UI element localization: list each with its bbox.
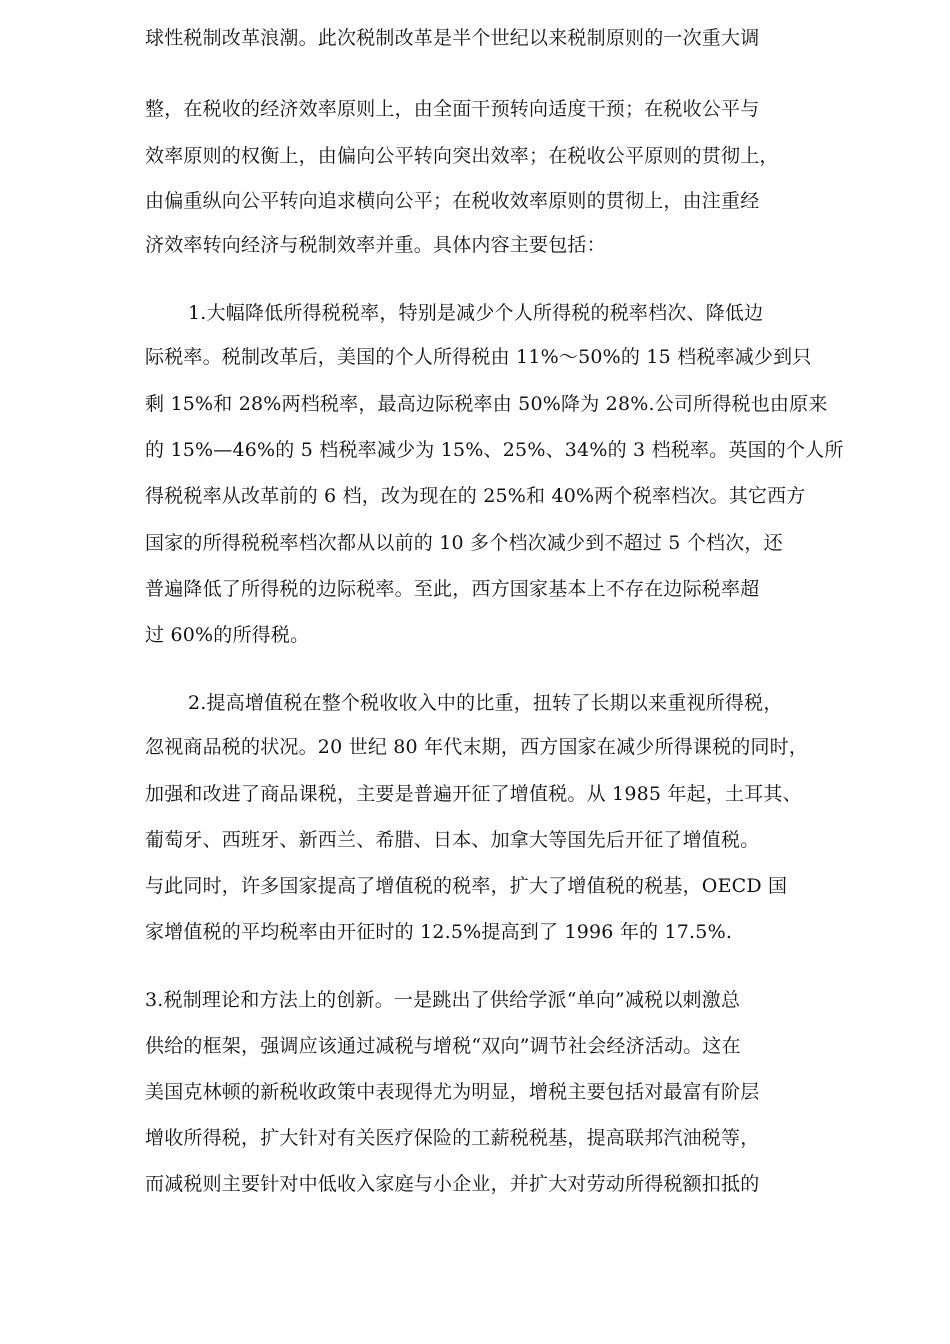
text-line: 过 60%的所得税。 (145, 624, 310, 646)
text-line: 葡萄牙、西班牙、新西兰、希腊、日本、加拿大等国先后开征了增值税。 (145, 829, 760, 851)
text-line: 增收所得税，扩大针对有关医疗保险的工薪税税基，提高联邦汽油税等， (145, 1127, 760, 1149)
text-line: 1.大幅降低所得税税率，特别是减少个人所得税的税率档次、降低边 (188, 302, 764, 324)
text-line: 剩 15%和 28%两档税率，最高边际税率由 50%降为 28%.公司所得税也由原来 (145, 393, 828, 415)
text-line: 普遍降低了所得税的边际税率。至此，西方国家基本上不存在边际税率超 (145, 578, 760, 600)
text-line: 而减税则主要针对中低收入家庭与小企业，并扩大对劳动所得税额扣抵的 (145, 1173, 760, 1195)
text-line: 效率原则的权衡上，由偏向公平转向突出效率；在税收公平原则的贯彻上， (145, 145, 779, 167)
text-line: 忽视商品税的状况。20 世纪 80 年代末期，西方国家在减少所得课税的同时， (145, 736, 809, 758)
text-line: 球性税制改革浪潮。此次税制改革是半个世纪以来税制原则的一次重大调 (145, 27, 760, 49)
text-line: 由偏重纵向公平转向追求横向公平；在税收效率原则的贯彻上，由注重经 (145, 190, 760, 212)
text-line: 3.税制理论和方法上的创新。一是跳出了供给学派“单向”减税以刺激总 (145, 989, 741, 1011)
text-line: 加强和改进了商品课税，主要是普遍开征了增值税。从 1985 年起，土耳其、 (145, 783, 802, 805)
text-line: 供给的框架，强调应该通过减税与增税“双向”调节社会经济活动。这在 (145, 1035, 741, 1057)
text-line: 家增值税的平均税率由开征时的 12.5%提高到了 1996 年的 17.5%. (145, 921, 733, 943)
text-line: 际税率。税制改革后，美国的个人所得税由 11%～50%的 15 档税率减少到只 (145, 346, 812, 368)
text-line: 整，在税收的经济效率原则上，由全面干预转向适度干预；在税收公平与 (145, 98, 760, 120)
text-line: 与此同时，许多国家提高了增值税的税率，扩大了增值税的税基，OECD 国 (145, 875, 788, 897)
text-line: 国家的所得税税率档次都从以前的 10 多个档次减少到不超过 5 个档次，还 (145, 532, 783, 554)
text-line: 得税税率从改革前的 6 档，改为现在的 25%和 40%两个税率档次。其它西方 (145, 485, 806, 507)
text-line: 美国克林顿的新税收政策中表现得尤为明显，增税主要包括对最富有阶层 (145, 1081, 760, 1103)
text-line: 的 15%—46%的 5 档税率减少为 15%、25%、34%的 3 档税率。英国的个人所 (145, 439, 844, 461)
text-line: 2.提高增值税在整个税收收入中的比重，扭转了长期以来重视所得税， (188, 692, 783, 714)
text-line: 济效率转向经济与税制效率并重。具体内容主要包括： (145, 234, 606, 256)
